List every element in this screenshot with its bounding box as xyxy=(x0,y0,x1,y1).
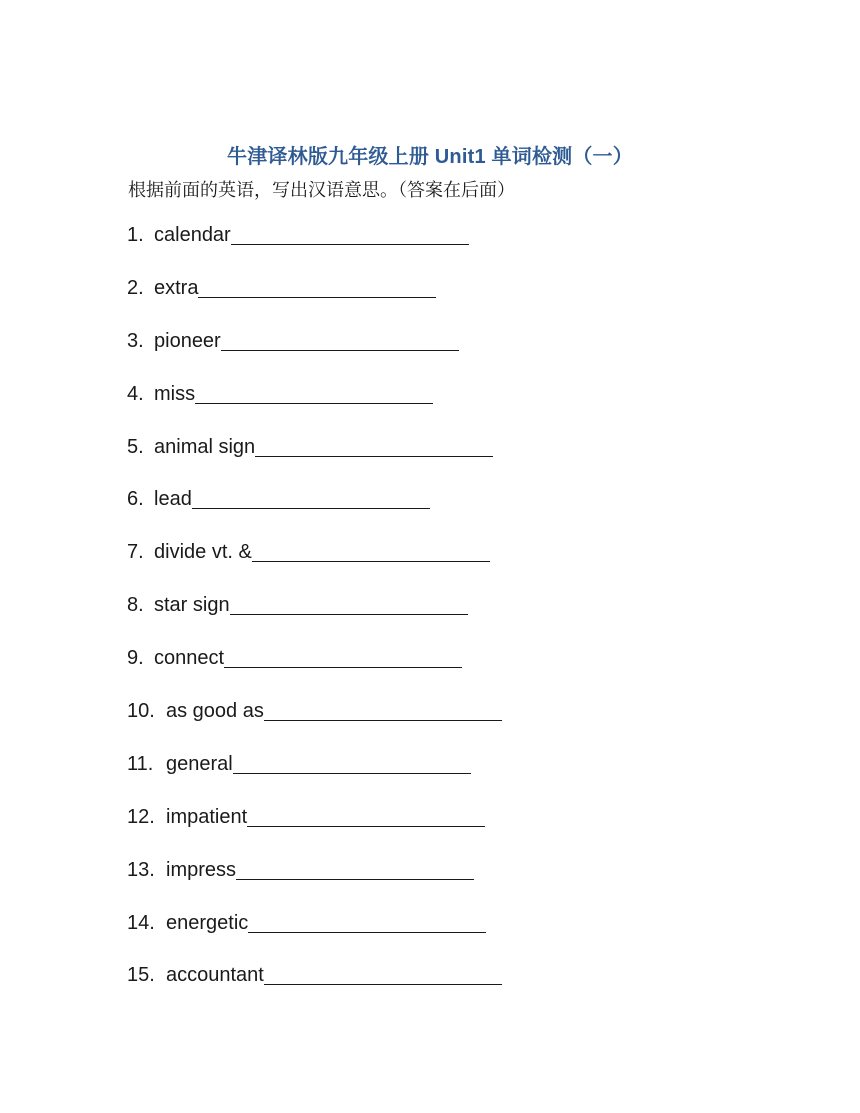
item-word: impatient xyxy=(166,805,248,828)
item-number: 2. xyxy=(127,276,144,299)
answer-blank xyxy=(255,434,493,457)
item-word: lead xyxy=(154,488,192,511)
item-word: pioneer xyxy=(154,329,221,352)
answer-blank xyxy=(195,381,433,404)
item-number: 3. xyxy=(127,329,144,352)
item-number: 11. xyxy=(127,752,154,775)
list-item xyxy=(127,592,502,645)
item-word: energetic xyxy=(166,911,249,934)
list-item xyxy=(127,698,502,751)
item-number: 13. xyxy=(127,858,155,881)
list-item xyxy=(127,910,502,963)
instruction-text: 根据前面的英语，写出汉语意思。（答案在后面） xyxy=(128,180,515,201)
item-number: 8. xyxy=(127,594,144,617)
item-number: 12. xyxy=(127,805,155,828)
list-item xyxy=(127,222,502,275)
answer-blank xyxy=(192,486,430,509)
answer-blank xyxy=(264,962,502,985)
answer-blank xyxy=(247,804,485,827)
answer-blank xyxy=(230,592,468,615)
answer-blank xyxy=(231,222,469,245)
item-word: star sign xyxy=(154,594,230,617)
item-word: general xyxy=(166,752,233,775)
list-item xyxy=(127,962,502,1015)
answer-blank xyxy=(264,698,502,721)
answer-blank xyxy=(198,275,436,298)
list-item xyxy=(127,434,502,487)
list-item xyxy=(127,539,502,592)
item-word: impress xyxy=(166,858,237,881)
item-number: 10. xyxy=(127,700,155,723)
item-number: 15. xyxy=(127,964,155,987)
list-item xyxy=(127,486,502,539)
answer-blank xyxy=(252,539,490,562)
answer-blank xyxy=(233,751,471,774)
item-word: animal sign xyxy=(154,435,256,458)
answer-blank xyxy=(221,328,459,351)
item-number: 6. xyxy=(127,488,144,511)
item-word: divide vt. & xyxy=(154,541,252,564)
list-item xyxy=(127,857,502,910)
answer-blank xyxy=(236,857,474,880)
item-number: 14. xyxy=(127,911,155,934)
item-number: 1. xyxy=(127,224,144,246)
item-number: 4. xyxy=(127,382,144,405)
list-item xyxy=(127,275,502,328)
list-item xyxy=(127,645,502,698)
document-title: 牛津译林版九年级上册 Unit1 单词检测（一） xyxy=(227,146,633,168)
item-word: connect xyxy=(154,647,225,670)
list-item xyxy=(127,804,502,857)
item-number: 5. xyxy=(127,435,144,458)
vocabulary-list xyxy=(127,222,502,1015)
item-word: miss xyxy=(154,382,196,405)
item-word: extra xyxy=(154,276,199,299)
item-number: 7. xyxy=(127,541,144,564)
item-word: calendar xyxy=(154,224,231,246)
item-word: accountant xyxy=(166,964,264,987)
item-number: 9. xyxy=(127,647,144,670)
item-word: as good as xyxy=(166,700,264,723)
list-item xyxy=(127,381,502,434)
list-item xyxy=(127,751,502,804)
answer-blank xyxy=(248,910,486,933)
list-item xyxy=(127,328,502,381)
answer-blank xyxy=(224,645,462,668)
